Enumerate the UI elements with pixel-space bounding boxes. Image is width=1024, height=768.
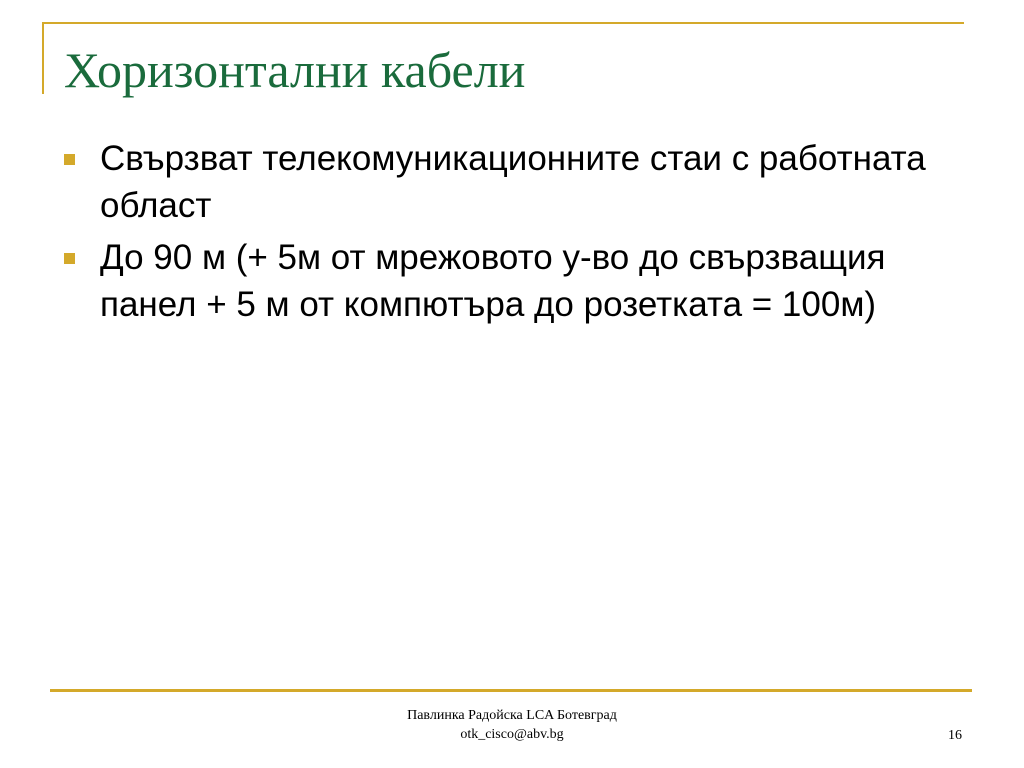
title-frame-top-rule: [42, 22, 964, 24]
footer-email: otk_cisco@abv.bg: [460, 726, 564, 742]
bullet-text: До 90 м (+ 5м от мрежовото у-во до свързващия панел + 5 м от компютъра до розетката = 100м): [100, 237, 886, 324]
bullet-text: Свързват телекомуникационните стаи с работната област: [100, 139, 926, 226]
footer: [312, 707, 712, 745]
footer-author: Павлинка Радойска LCA Ботевград: [407, 708, 617, 723]
bullet-item: [62, 135, 962, 230]
bullet-list: [62, 135, 962, 332]
slide-title: Хоризонтални кабели: [64, 42, 526, 98]
page-number: 16: [948, 728, 962, 743]
bullet-item: [62, 234, 962, 329]
square-bullet-icon: [64, 154, 75, 165]
square-bullet-icon: [64, 253, 75, 264]
title-frame-left-rule: [42, 22, 44, 94]
footer-rule: [50, 689, 972, 692]
